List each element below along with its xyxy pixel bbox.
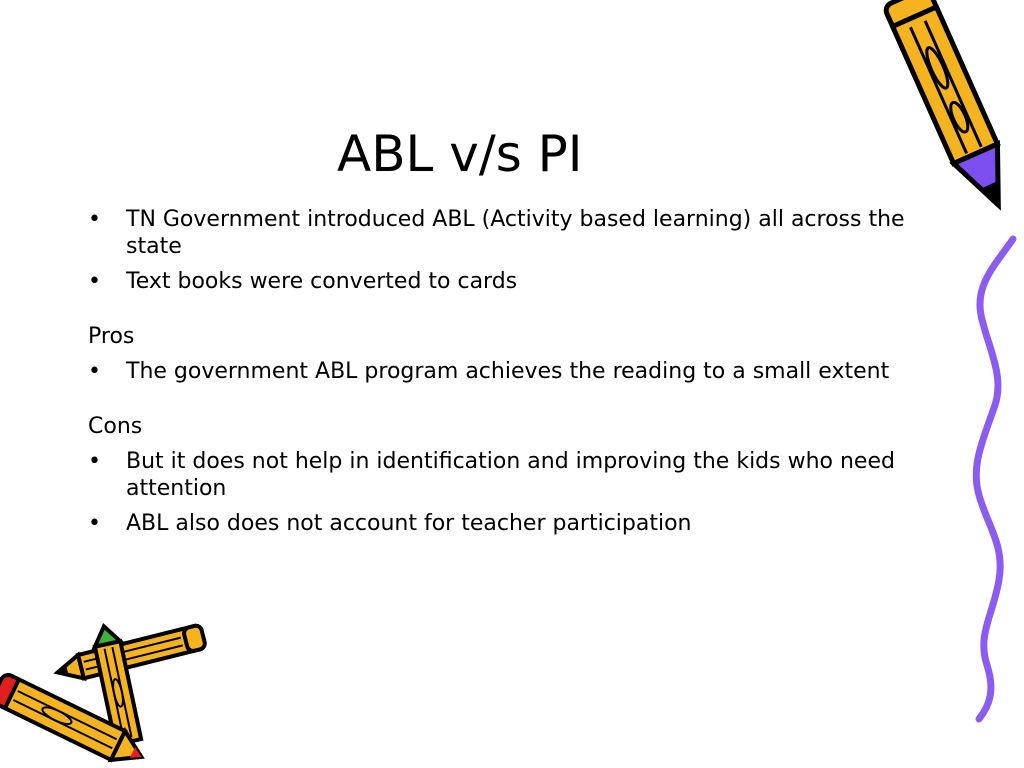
bullet-text: Text books were converted to cards <box>126 269 518 294</box>
bullet-marker: • <box>88 359 101 384</box>
crossed-pencils-icon <box>0 615 215 765</box>
list-item <box>88 358 938 385</box>
list-item <box>88 206 938 260</box>
bullet-text: TN Government introduced ABL (Activity based learning) all across the state <box>126 207 905 259</box>
slide-title: ABL v/s PI <box>337 125 583 183</box>
squiggle-line-icon <box>965 235 1020 725</box>
slide-body <box>88 206 938 545</box>
cons-bullet-list <box>88 448 938 537</box>
bullet-marker: • <box>88 207 101 232</box>
bullet-marker: • <box>88 511 101 536</box>
list-item <box>88 510 938 537</box>
bullet-text: But it does not help in identification and improving the kids who need attention <box>126 449 895 501</box>
bullet-text: ABL also does not account for teacher participation <box>126 511 692 536</box>
list-item <box>88 448 938 502</box>
bullet-marker: • <box>88 449 101 474</box>
list-item <box>88 268 938 295</box>
bullet-text: The government ABL program achieves the reading to a small extent <box>126 359 890 384</box>
pencil-icon <box>850 0 1010 245</box>
bullet-marker: • <box>88 269 101 294</box>
cons-label: Cons <box>88 414 143 439</box>
pros-label: Pros <box>88 324 135 349</box>
pros-bullet-list <box>88 358 938 385</box>
intro-bullet-list <box>88 206 938 295</box>
